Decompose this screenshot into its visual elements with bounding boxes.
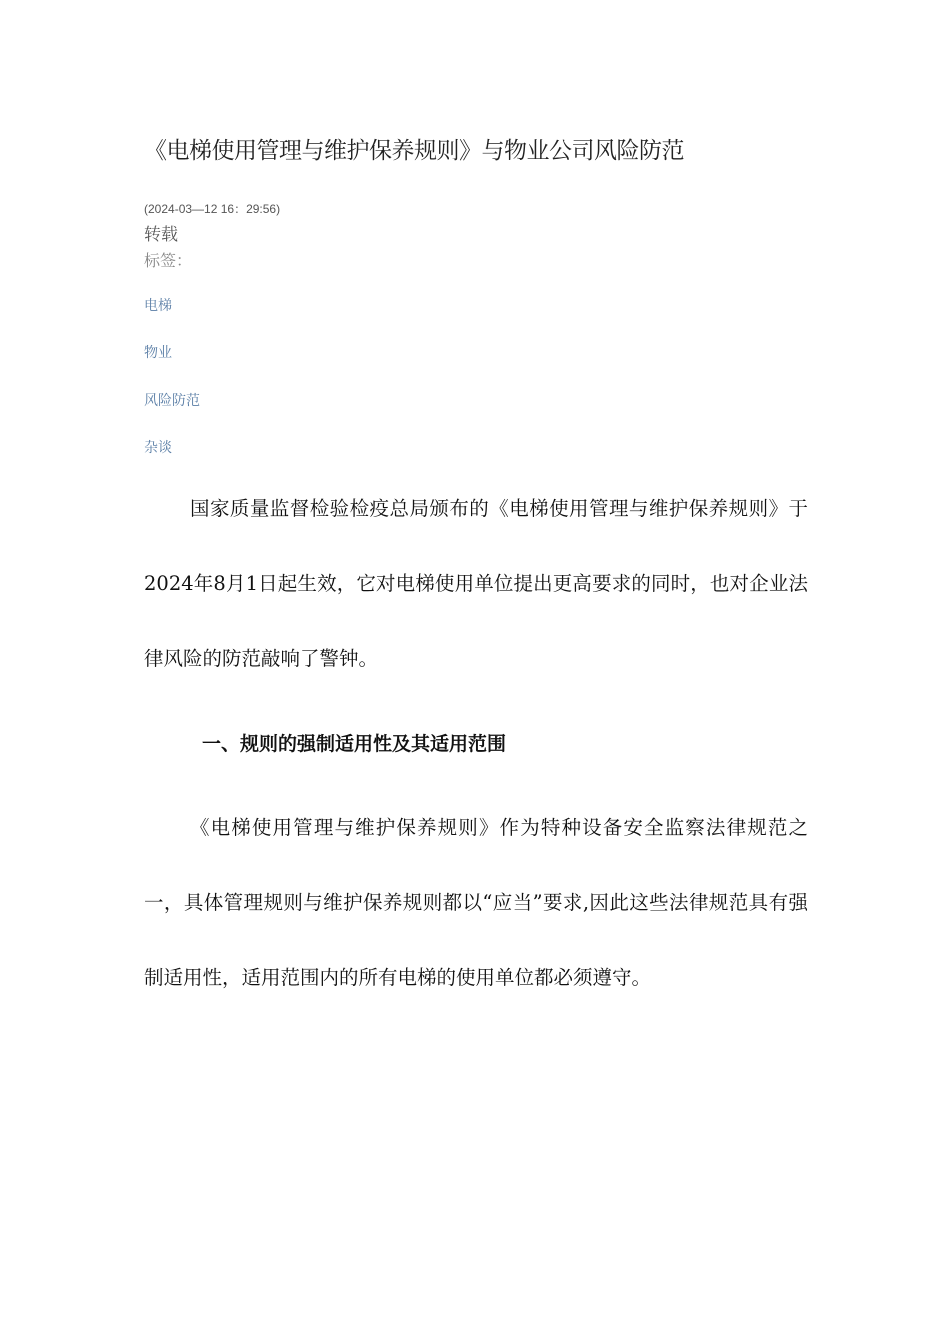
repost-label: 转载: [144, 225, 178, 245]
tag-link-property[interactable]: 物业: [144, 345, 172, 361]
section-heading: 一、规则的强制适用性及其适用范围: [202, 733, 507, 755]
article-title: 《电梯使用管理与维护保养规则》与物业公司风险防范: [144, 138, 684, 164]
body-paragraph-scope: 《电梯使用管理与维护保养规则》作为特种设备安全监察法律规范之一，具体管理规则与维护保养规则都以“应当”要求,因此这些法律规范具有强制适用性，适用范围内的所有电梯的使用单位都必须遵守。: [144, 816, 808, 989]
article-date: (2024-03—12 16：29:56): [144, 202, 281, 216]
tag-link-elevator[interactable]: 电梯: [144, 298, 172, 314]
tag-link-risk-prevention[interactable]: 风险防范: [144, 393, 200, 409]
tags-label: 标签：: [144, 251, 193, 270]
body-paragraph-intro: 国家质量监督检验检疫总局颁布的《电梯使用管理与维护保养规则》于 2024年8月1日起生效，它对电梯使用单位提出更高要求的同时，也对企业法律风险的防范敲响了警钟。: [144, 497, 808, 670]
tag-link-miscellaneous[interactable]: 杂谈: [144, 440, 172, 456]
